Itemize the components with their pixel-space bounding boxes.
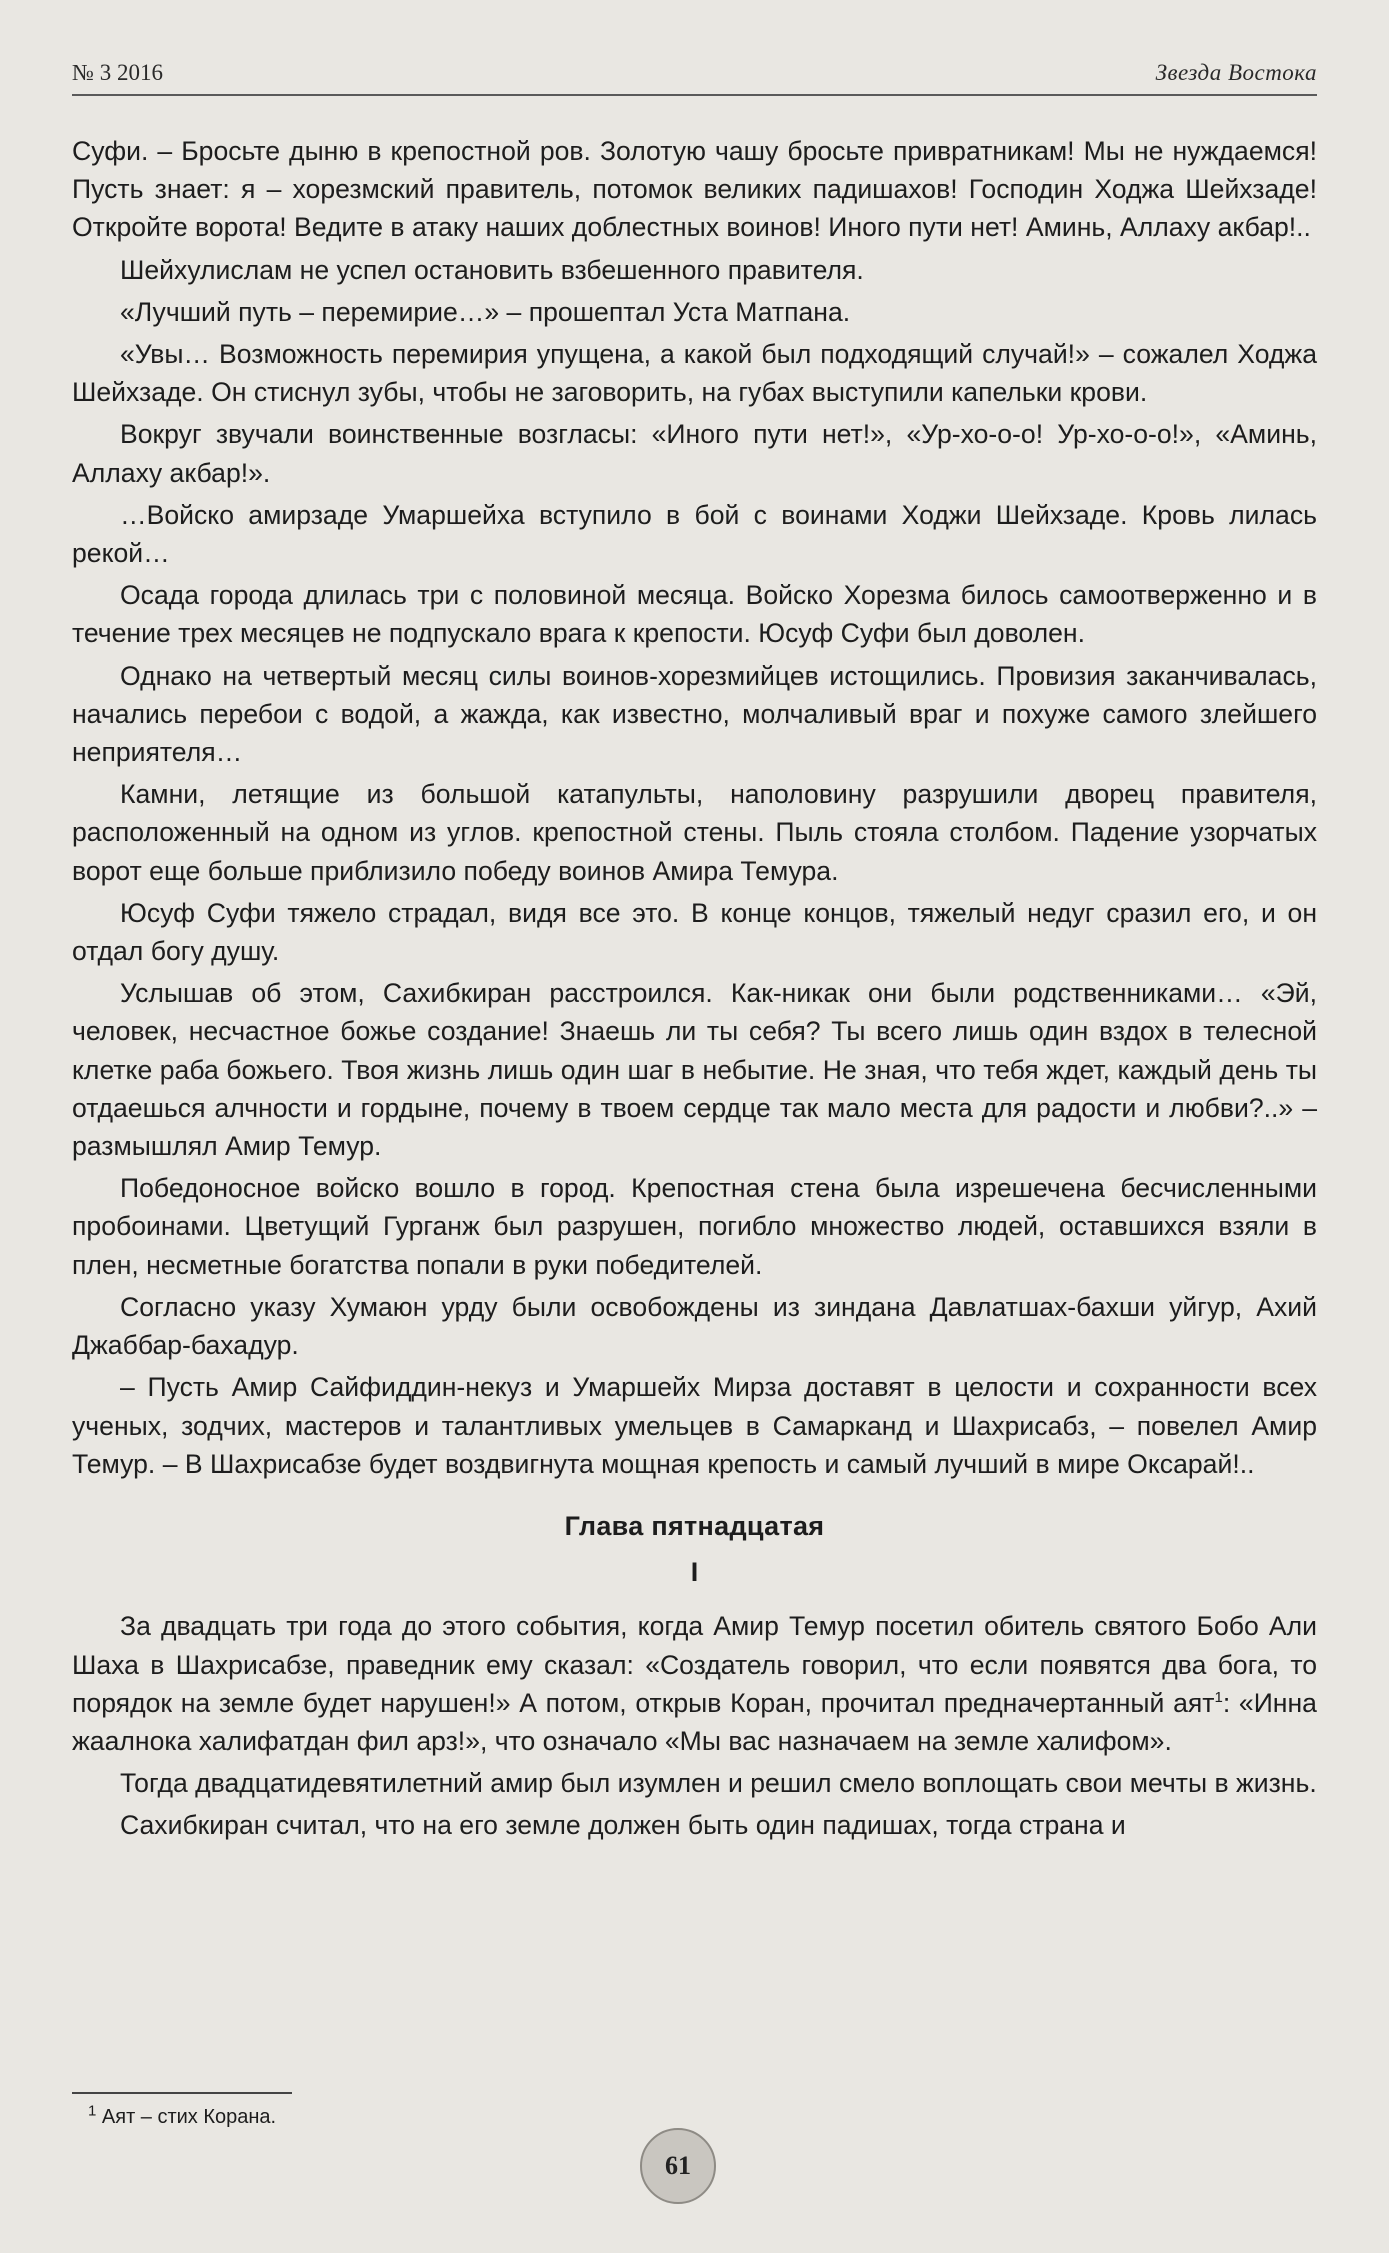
article-body bbox=[72, 132, 1317, 1849]
footnote-divider bbox=[72, 2092, 292, 2094]
paragraph: Согласно указу Хумаюн урду были освобождены из зиндана Давлатшах-бахши уйгур, Ахий Джаббар-бахадур. bbox=[72, 1291, 1317, 1361]
paragraph: «Лучший путь – перемирие…» – прошептал Уста Матпана. bbox=[120, 296, 851, 327]
running-header bbox=[72, 60, 1317, 96]
paragraph: Услышав об этом, Сахибкиран расстроился. Как-никак они были родственниками… «Эй, человек, несчастное божье создание! Знаешь ли ты себя? Ты всего лишь один вздох в телесной клетке раба божьего. Твоя жизнь лишь один шаг в небытие. Не зная, что тебя ждет, каждый день ты отдаешься алчности и гордыне, почему в твоем сердце так мало места для радости и любви?..» – размышлял Амир Темур. bbox=[72, 978, 1317, 1162]
paragraph: Вокруг звучали воинственные возгласы: «Иного пути нет!», «Ур-хо-о-о! Ур-хо-о-о!», «Аминь, Аллаху акбар!». bbox=[72, 419, 1317, 488]
paragraph: Победоносное войско вошло в город. Крепостная стена была изрешечена бесчисленными пробоинами. Цветущий Гурганж был разрушен, погибло множество людей, оставшихся взяли в плен, несметные богатства попали в руки победителей. bbox=[72, 1173, 1317, 1280]
paragraph: Однако на четвертый месяц силы воинов-хорезмийцев истощились. Провизия заканчивалась, начались перебои с водой, а жажда, как известно, молчаливый враг и похуже самого злейшего неприятеля… bbox=[72, 660, 1317, 768]
paragraph: Тогда двадцатидевятилетний амир был изумлен и решил смело воплощать свои мечты в жизнь. bbox=[120, 1768, 1317, 1799]
footnote bbox=[88, 2104, 276, 2130]
paragraph-text: : «Инна жаалнока халифатдан фил арз!», что означало «Мы вас назначаем на земле халифом». bbox=[72, 1687, 1317, 1756]
footnote-reference: 1 bbox=[1214, 1688, 1223, 1706]
paragraph: Шейхулислам не успел остановить взбешенного правителя. bbox=[120, 254, 864, 285]
issue-number: № 3 2016 bbox=[72, 60, 163, 85]
paragraph: Сахибкиран считал, что на его земле должен быть один падишах, тогда страна и bbox=[120, 1810, 1126, 1841]
paragraph: – Пусть Амир Сайфиддин-некуз и Умаршейх Мирза доставят в целости и сохранности всех ученых, зодчих, мастеров и талантливых умельцев в Самарканд и Шахрисабз, – повелел Амир Темур. – В Шахрисабзе будет воздвигнута мощная крепость и самый лучший в мире Оксарай!.. bbox=[72, 1372, 1317, 1479]
paragraph-text: За двадцать три года до этого события, когда Амир Темур посетил обитель святого Бобо Али Шаха в Шахрисабзе, праведник ему сказал: «Создатель говорил, что если появятся два бога, то порядок на земле будет нарушен!» А потом, открыв Коран, прочитал предначертанный аят bbox=[72, 1611, 1317, 1718]
paragraph: Юсуф Суфи тяжело страдал, видя все это. В конце концов, тяжелый недуг сразил его, и он отдал богу душу. bbox=[72, 897, 1317, 967]
section-number: I bbox=[690, 1557, 699, 1588]
journal-title: Звезда Востока bbox=[1155, 60, 1317, 85]
chapter-title: Глава пятнадцатая bbox=[564, 1510, 825, 1541]
paragraph: …Войско амирзаде Умаршейха вступило в бой с воинами Ходжи Шейхзаде. Кровь лилась рекой… bbox=[72, 499, 1317, 569]
footnote-mark: 1 bbox=[88, 2102, 97, 2120]
paragraph: Суфи. – Бросьте дыню в крепостной ров. Золотую чашу бросьте привратникам! Мы не нуждаемся! Пусть знает: я – хорезмский правитель, потомок великих падишахов! Господин Ходжа Шейхзаде! Откройте ворота! Ведите в атаку наших доблестных воинов! Иного пути нет! Аминь, Аллаху акбар!.. bbox=[72, 136, 1317, 243]
paragraph: Осада города длилась три с половиной месяца. Войско Хорезма билось самоотверженно и в течение трех месяцев не подпускало врага к крепости. Юсуф Суфи был доволен. bbox=[72, 580, 1317, 649]
footnote-text: Аят – стих Корана. bbox=[96, 2106, 277, 2128]
paragraph: «Увы… Возможность перемирия упущена, а какой был подходящий случай!» – сожалел Ходжа Шейхзаде. Он стиснул зубы, чтобы не заговорить, на губах выступили капельки крови. bbox=[72, 339, 1317, 408]
paragraph-with-footnote bbox=[72, 1607, 1317, 1760]
page-number: 61 bbox=[640, 2128, 716, 2204]
paragraph: Камни, летящие из большой катапульты, наполовину разрушили дворец правителя, расположенный на одном из углов. крепостной стены. Пыль стояла столбом. Падение узорчатых ворот еще больше приблизило победу воинов Амира Темура. bbox=[72, 779, 1317, 886]
